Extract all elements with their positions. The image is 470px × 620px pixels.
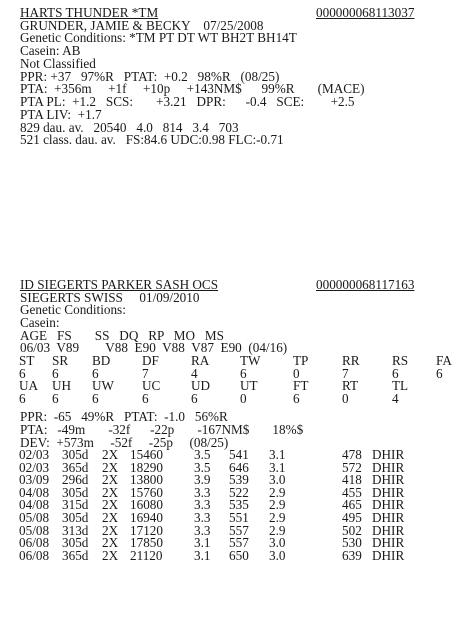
lactation-cell: DHIR [372,447,405,462]
trait-score: 6 [392,365,399,381]
lactation-cell: 05/08 [19,509,50,525]
lactation-cell: 3.3 [194,509,211,525]
lactation-cell: 2X [102,459,119,475]
lactation-cell: 3.1 [194,535,211,551]
lactation-cell: 2.9 [269,497,286,513]
trait-score: 6 [92,390,99,406]
trait-code: FA [436,353,452,368]
record2-reg-number: 000000068117163 [316,277,415,292]
record1-dau-avg: 829 dau. av. 20540 4.0 814 3.4 703 [20,120,239,135]
record2-owner-line: SIEGERTS SWISS 01/09/2010 [20,290,200,305]
trait-score: 6 [52,390,59,406]
trait-code: RS [392,353,409,368]
record2-casein: Casein: [20,315,60,330]
trait-code: UT [240,378,258,394]
record2-genetic-conditions: Genetic Conditions: [20,302,126,317]
lactation-cell: 3.3 [194,497,211,513]
lactation-cell: 522 [229,484,249,500]
lactation-cell: 18290 [130,459,163,475]
record1-class-dau-avg: 521 class. dau. av. FS:84.6 UDC:0.98 FLC:-0.71 [20,132,284,147]
trait-score: 6 [19,365,26,381]
lactation-cell: 15460 [130,447,163,462]
lactation-cell: 3.0 [269,535,286,551]
lactation-cell: 2X [102,535,119,551]
lactation-cell: 16080 [130,497,163,513]
trait-code-row [19,355,452,368]
lactation-cell: 3.5 [194,459,211,475]
lactation-cell: 305d [62,535,89,551]
lactation-cell: 305d [62,509,89,525]
trait-code: UC [142,378,161,394]
lactation-cell: 13800 [130,472,163,488]
lactation-cell: 2X [102,547,119,563]
lactation-cell: 365d [62,547,89,563]
lactation-cell: 495 [342,509,362,525]
record2-title: ID SIEGERTS PARKER SASH OCS [20,277,219,292]
trait-score: 0 [293,365,300,381]
record1-title: HARTS THUNDER *TM [20,5,159,20]
trait-code: UA [19,378,39,394]
trait-score: 0 [342,390,349,406]
trait-score-row [19,368,452,381]
lactation-cell: 04/08 [19,484,50,500]
lactation-cell: 02/03 [19,459,50,475]
lactation-cell: DHIR [372,459,405,475]
trait-code: TL [392,378,409,394]
record2-pta-line: PTA: -49m -32f -22p -167NM$ 18%$ [20,422,304,437]
lactation-cell: 3.1 [194,547,211,563]
lactation-cell: 557 [229,522,249,538]
trait-code: ST [19,353,35,368]
record2-classification-header: AGE FS SS DQ RP MO MS [20,328,224,343]
lactation-records-table [19,449,412,562]
record1-classification: Not Classified [20,56,96,71]
lactation-cell: 2X [102,472,119,488]
lactation-cell: 15760 [130,484,163,500]
trait-code: BD [92,353,111,368]
trait-score: 6 [436,365,443,381]
lactation-cell: 2.9 [269,522,286,538]
trait-code: TW [240,353,261,368]
trait-score: 6 [52,365,59,381]
trait-score: 6 [142,390,149,406]
lactation-cell: 2.9 [269,484,286,500]
trait-code: TP [293,353,309,368]
lactation-cell: 16940 [130,509,163,525]
record1-pta-pl-line: PTA PL: +1.2 SCS: +3.21 DPR: -0.4 SCE: +2.5 [20,94,355,109]
trait-score: 6 [293,390,300,406]
lactation-cell: 17850 [130,535,163,551]
record1-reg-number: 000000068113037 [316,5,415,20]
lactation-cell: 21120 [130,547,163,563]
record1-pta-liv-line: PTA LIV: +1.7 [20,107,102,122]
lactation-cell: 05/08 [19,522,50,538]
lactation-cell: 2X [102,509,119,525]
lactation-cell: 541 [229,447,249,462]
lactation-cell: 650 [229,547,249,563]
trait-score: 0 [240,390,247,406]
lactation-cell: 04/08 [19,497,50,513]
lactation-cell: 17120 [130,522,163,538]
linear-traits-table [19,355,452,405]
lactation-cell: 3.9 [194,472,211,488]
lactation-cell: 305d [62,484,89,500]
lactation-cell: 557 [229,535,249,551]
lactation-cell: 313d [62,522,89,538]
record1-genetic-conditions: Genetic Conditions: *TM PT DT WT BH2T BH14T [20,30,297,45]
trait-score-row [19,393,452,406]
lactation-cell: DHIR [372,497,405,513]
record1-owner-line: GRUNDER, JAMIE & BECKY 07/25/2008 [20,18,264,33]
record1-ppr-line: PPR: +37 97%R PTAT: +0.2 98%R (08/25) [20,69,280,84]
record1-casein: Casein: AB [20,43,81,58]
lactation-cell: 502 [342,522,362,538]
trait-score: 7 [342,365,349,381]
lactation-cell: 2X [102,484,119,500]
trait-code: DF [142,353,159,368]
lactation-cell: DHIR [372,484,405,500]
lactation-cell: 551 [229,509,249,525]
lactation-cell: 3.1 [269,447,286,462]
record2-classification-values: 06/03 V89 V88 E90 V88 V87 E90 (04/16) [20,340,288,355]
lactation-cell: 455 [342,484,362,500]
trait-code: FT [293,378,309,394]
trait-score: 7 [142,365,149,381]
lactation-cell: 3.1 [269,459,286,475]
trait-code [436,380,452,393]
lactation-cell: 465 [342,497,362,513]
lactation-row [19,550,412,563]
lactation-cell: 639 [342,547,362,563]
lactation-cell: DHIR [372,509,405,525]
trait-code: SR [52,353,69,368]
trait-score: 4 [392,390,399,406]
trait-score: 4 [191,365,198,381]
lactation-cell: 535 [229,497,249,513]
lactation-cell: 06/08 [19,547,50,563]
trait-code: RR [342,353,360,368]
lactation-cell: 2X [102,522,119,538]
trait-code: RA [191,353,210,368]
lactation-cell: DHIR [372,547,405,563]
trait-score: 6 [191,390,198,406]
lactation-cell: 2.9 [269,509,286,525]
lactation-cell: 296d [62,472,89,488]
trait-score [436,393,452,406]
lactation-cell: 572 [342,459,362,475]
lactation-cell: 478 [342,447,362,462]
lactation-cell: DHIR [372,472,405,488]
lactation-cell: DHIR [372,522,405,538]
lactation-cell: 3.0 [269,472,286,488]
lactation-cell: 3.5 [194,447,211,462]
trait-code: RT [342,378,359,394]
trait-score: 6 [92,365,99,381]
lactation-cell: DHIR [372,535,405,551]
lactation-cell: 3.0 [269,547,286,563]
trait-code: UW [92,378,114,394]
trait-score: 6 [240,365,247,381]
lactation-cell: 03/09 [19,472,50,488]
lactation-cell: 539 [229,472,249,488]
lactation-cell: 02/03 [19,447,50,462]
lactation-cell: 315d [62,497,89,513]
record2-dev-line: DEV: +573m -52f -25p (08/25) [20,435,229,450]
lactation-cell: 3.3 [194,522,211,538]
record2-ppr-line: PPR: -65 49%R PTAT: -1.0 56%R [20,409,228,424]
lactation-cell: 3.3 [194,484,211,500]
lactation-cell: 530 [342,535,362,551]
trait-code-row [19,380,452,393]
record1-pta-line: PTA: +356m +1f +10p +143NM$ 99%R (MACE) [20,81,365,96]
lactation-cell: 2X [102,447,119,462]
lactation-cell: 418 [342,472,362,488]
trait-code: UD [191,378,211,394]
trait-code: UH [52,378,72,394]
lactation-cell: 305d [62,447,89,462]
lactation-cell: 06/08 [19,535,50,551]
lactation-cell: 646 [229,459,249,475]
lactation-cell: 2X [102,497,119,513]
lactation-cell: 365d [62,459,89,475]
trait-score: 6 [19,390,26,406]
